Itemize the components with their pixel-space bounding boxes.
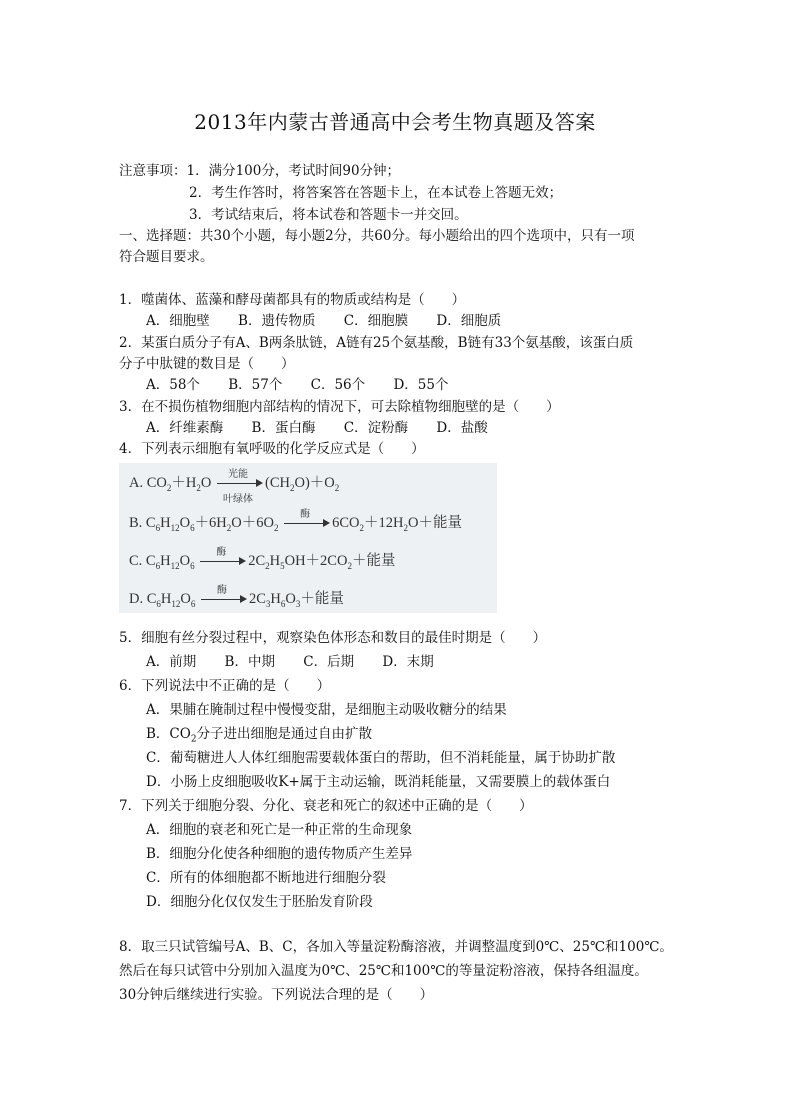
question-2-option-c: C．56个 [310, 377, 366, 393]
question-6-stem: 6．下列说法中不正确的是（ ） [119, 678, 331, 694]
formula-d-arrow [201, 584, 247, 606]
question-4-formula-image [119, 463, 497, 613]
page-title: 2013年内蒙古普通高中会考生物真题及答案 [194, 110, 596, 134]
section-heading-line-1: 一、选择题：共30个小题，每小题2分，共60分。每小题给出的四个选项中，只有一项 [119, 228, 635, 244]
question-4-stem: 4．下列表示细胞有氧呼吸的化学反应式是（ ） [119, 441, 425, 457]
formula-c-label: C. [129, 553, 143, 569]
formula-c-arrow-top: 酶 [216, 546, 227, 558]
question-7-option-a: A．细胞的衰老和死亡是一种正常的生命现象 [146, 822, 413, 838]
question-1-option-d: D．细胞质 [436, 313, 502, 329]
question-1-stem: 1．噬菌体、蓝藻和酵母菌都具有的物质或结构是（ ） [119, 292, 466, 308]
question-5-options [146, 652, 458, 672]
question-5-option-c: C．后期 [303, 654, 355, 670]
question-2-option-b: B．57个 [228, 377, 283, 393]
formula-d: D. $C_6H_{12}O_6$ 酶 $2C_3H_6O_3+$能量 [129, 587, 344, 609]
notes-line-3: 3．考试结束后，将本试卷和答题卡一并交回。 [189, 207, 468, 223]
formula-c-arrow [200, 546, 246, 568]
formula-b-energy: 能量 [433, 515, 462, 531]
question-7-option-c: C．所有的体细胞都不断地进行细胞分裂 [146, 870, 386, 886]
question-1-options [146, 311, 525, 331]
question-8-line-1: 8．取三只试管编号A、B、C，各加入等量淀粉酶溶液，并调整温度到0℃、25℃和100℃。 [119, 939, 673, 955]
question-1-option-a: A．细胞壁 [146, 313, 210, 329]
section-heading-line-2: 符合题目要求。 [119, 249, 214, 265]
formula-a-arrow-bottom: 叶绿体 [222, 493, 253, 505]
formula-c-energy: 能量 [366, 553, 396, 569]
question-6-option-a: A．果脯在腌制过程中慢慢变甜，是细胞主动吸收糖分的结果 [146, 702, 507, 718]
formula-a-label: A. [129, 475, 144, 491]
question-3-option-b: B．蛋白酶 [251, 420, 316, 436]
formula-b-arrow-top: 酶 [300, 508, 311, 520]
question-5-option-b: B．中期 [224, 654, 275, 670]
formula-d-arrow-top: 酶 [217, 584, 227, 596]
question-5-option-a: A．前期 [146, 654, 197, 670]
question-6-option-d: D．小肠上皮细胞吸收K+属于主动运输，既消耗能量，又需要膜上的载体蛋白 [146, 774, 611, 790]
question-8-line-2: 然后在每只试管中分别加入温度为0℃、25℃和100℃的等量淀粉溶液，保持各组温度。 [119, 963, 648, 979]
question-8-line-3: 30分钟后继续进行实验。下列说法合理的是（ ） [119, 987, 434, 1003]
question-1-option-c: C．细胞膜 [343, 313, 409, 329]
question-3-option-a: A．纤维素酶 [146, 420, 224, 436]
question-6-option-b-sub: 2 [190, 734, 197, 745]
question-2-option-a: A．58个 [146, 377, 200, 393]
question-5-stem: 5．细胞有丝分裂过程中，观察染色体形态和数目的最佳时期是（ ） [119, 630, 547, 646]
question-7-option-d: D．细胞分化仅仅发生于胚胎发育阶段 [146, 894, 373, 910]
formula-b-arrow [284, 508, 330, 530]
formula-d-label: D. [129, 591, 144, 607]
question-5-option-d: D．末期 [382, 654, 434, 670]
formula-a-arrow [217, 468, 263, 505]
formula-d-energy: 能量 [314, 591, 344, 607]
question-6-option-b-pre: B．CO [146, 726, 191, 742]
question-6-option-b-post: 分子进出细胞是通过自由扩散 [196, 726, 373, 742]
question-3-option-c: C．淀粉酶 [343, 420, 409, 436]
notes-line-1: 注意事项：1．满分100分，考试时间90分钟； [119, 163, 401, 179]
question-1-option-b: B．遗传物质 [238, 313, 316, 329]
notes-line-2: 2．考生作答时，将答案答在答题卡上，在本试卷上答题无效； [189, 185, 563, 201]
question-2-option-d: D．55个 [393, 377, 449, 393]
formula-a: A. $CO_2+H_2O$ 光能 叶绿体 $(CH_2O)+O_2$ [129, 471, 339, 493]
formula-c: C. $C_6H_{12}O_6$ 酶 $2C_2H_5OH+2CO_2+$能量 [129, 549, 395, 571]
formula-b: B. $C_6H_{12}O_6+6H_2O+6O_2$ 酶 $6CO_2+12H_2O+$能量 [129, 511, 462, 533]
question-2-stem-line-2: 分子中肽键的数目是（ ） [119, 356, 295, 372]
question-7-option-b: B．细胞分化使各种细胞的遗传物质产生差异 [146, 846, 413, 862]
question-6-option-c: C．葡萄糖进人人体红细胞需要载体蛋白的帮助，但不消耗能量，属于协助扩散 [146, 750, 616, 766]
formula-a-arrow-top: 光能 [227, 468, 248, 480]
question-3-stem: 3．在不损伤植物细胞内部结构的情况下，可去除植物细胞壁的是（ ） [119, 399, 560, 415]
question-7-stem: 7．下列关于细胞分裂、分化、衰老和死亡的叙述中正确的是（ ） [119, 798, 533, 814]
formula-b-label: B. [129, 515, 143, 531]
question-3-option-d: D．盐酸 [436, 420, 488, 436]
question-2-options [146, 375, 472, 395]
question-3-options [146, 418, 512, 438]
question-2-stem-line-1: 2．某蛋白质分子有A、B两条肽链，A链有25个氨基酸，B链有33个氨基酸，该蛋白质 [119, 335, 634, 351]
question-6-option-b [146, 724, 372, 750]
